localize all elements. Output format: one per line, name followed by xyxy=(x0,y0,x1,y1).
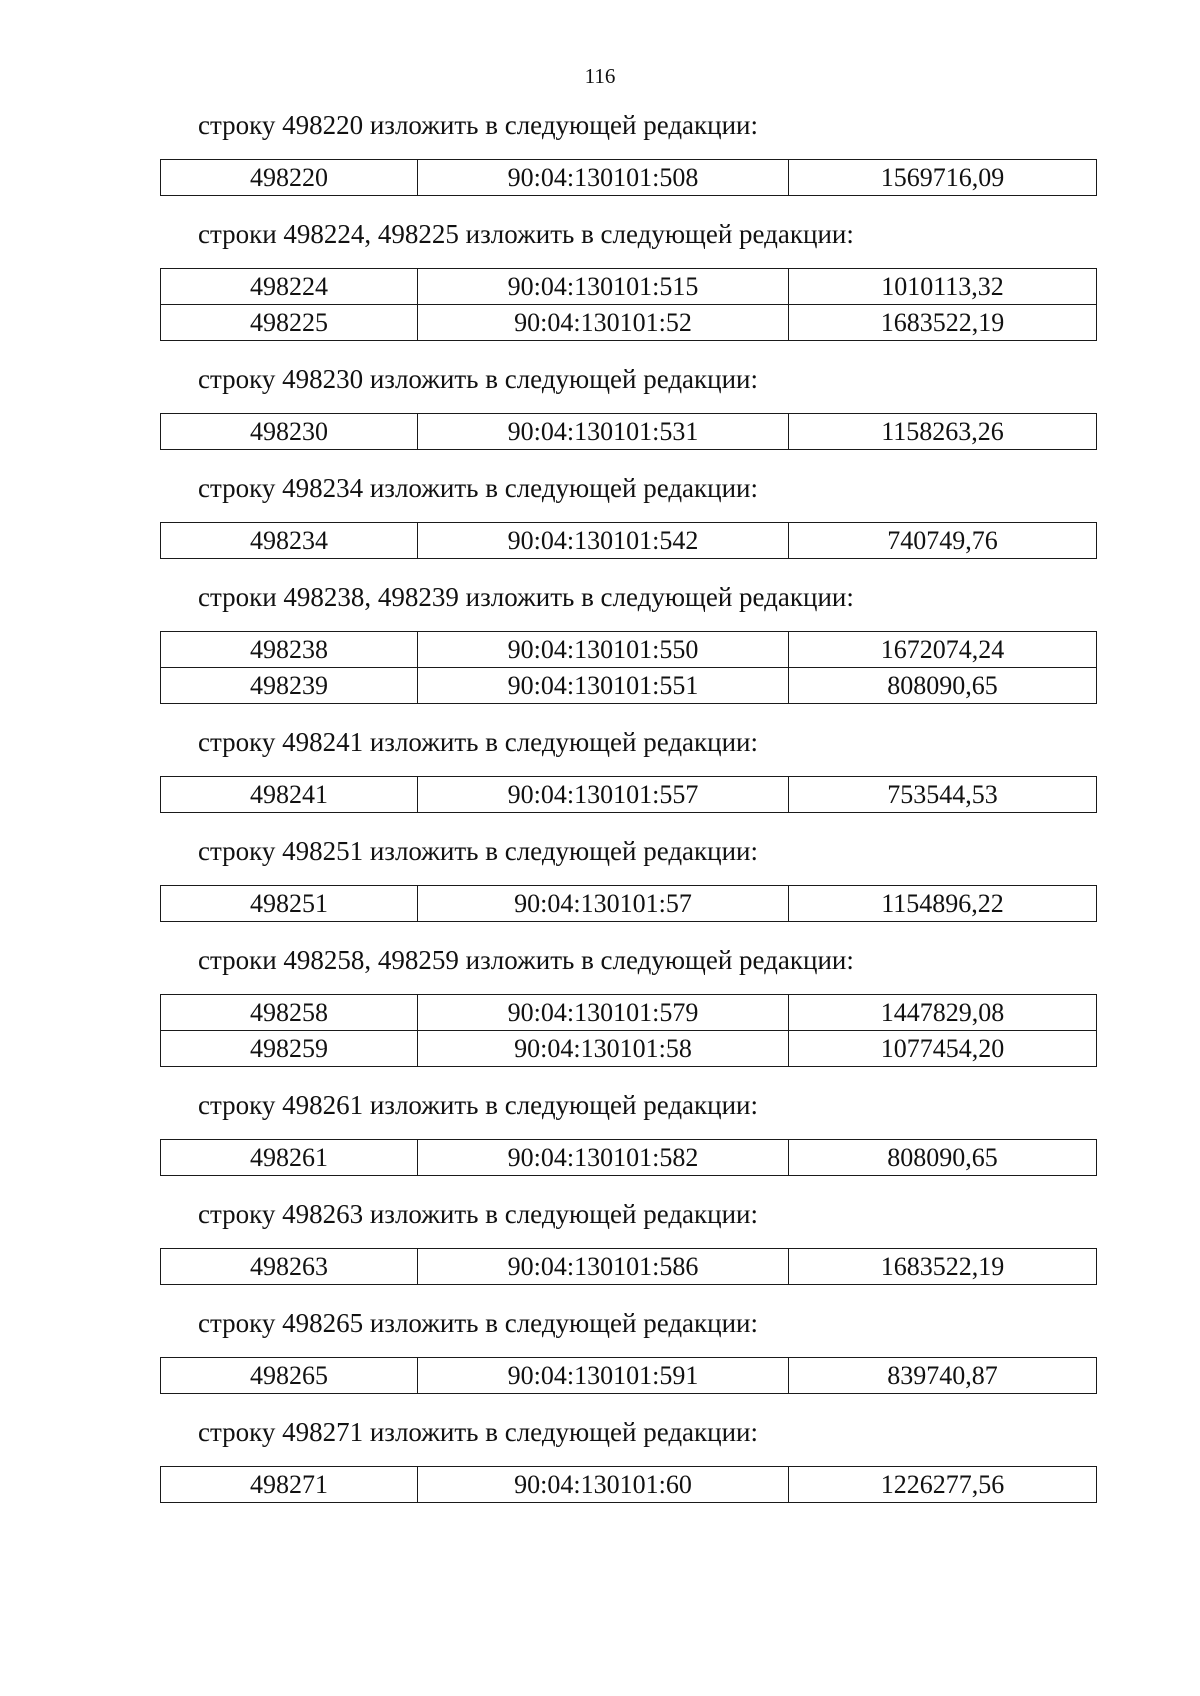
cadastral-number-cell: 90:04:130101:52 xyxy=(418,305,789,341)
table-row xyxy=(161,886,1097,922)
value-cell: 1158263,26 xyxy=(789,414,1097,450)
value-cell: 1569716,09 xyxy=(789,160,1097,196)
table-row xyxy=(161,1467,1097,1503)
amendment-table xyxy=(160,1139,1097,1176)
row-number-cell: 498220 xyxy=(161,160,418,196)
amendment-heading: строку 498263 изложить в следующей редакции: xyxy=(198,1199,759,1229)
table-row xyxy=(161,1249,1097,1285)
value-cell: 1447829,08 xyxy=(789,995,1097,1031)
value-cell: 1077454,20 xyxy=(789,1031,1097,1067)
cadastral-number-cell: 90:04:130101:550 xyxy=(418,632,789,668)
amendment-heading: строку 498234 изложить в следующей редакции: xyxy=(198,473,759,503)
row-number-cell: 498225 xyxy=(161,305,418,341)
value-cell: 1010113,32 xyxy=(789,269,1097,305)
amendment-table xyxy=(160,1248,1097,1285)
amendment-table xyxy=(160,268,1097,341)
cadastral-number-cell: 90:04:130101:557 xyxy=(418,777,789,813)
amendment-table xyxy=(160,159,1097,196)
cadastral-number-cell: 90:04:130101:591 xyxy=(418,1358,789,1394)
amendment-table xyxy=(160,522,1097,559)
table-row xyxy=(161,668,1097,704)
value-cell: 839740,87 xyxy=(789,1358,1097,1394)
value-cell: 1154896,22 xyxy=(789,886,1097,922)
table-row xyxy=(161,1031,1097,1067)
row-number-cell: 498230 xyxy=(161,414,418,450)
value-cell: 1226277,56 xyxy=(789,1467,1097,1503)
value-cell: 753544,53 xyxy=(789,777,1097,813)
table-row xyxy=(161,1358,1097,1394)
page-number: 116 xyxy=(584,64,616,88)
amendments-list xyxy=(160,108,1100,1524)
amendment-heading: строки 498224, 498225 изложить в следующей редакции: xyxy=(198,219,854,249)
table-row xyxy=(161,523,1097,559)
cadastral-number-cell: 90:04:130101:508 xyxy=(418,160,789,196)
cadastral-number-cell: 90:04:130101:551 xyxy=(418,668,789,704)
amendment-heading: строку 498220 изложить в следующей редакции: xyxy=(198,110,759,140)
table-row xyxy=(161,160,1097,196)
cadastral-number-cell: 90:04:130101:515 xyxy=(418,269,789,305)
amendment-table xyxy=(160,413,1097,450)
amendment-heading: строку 498265 изложить в следующей редакции: xyxy=(198,1308,759,1338)
cadastral-number-cell: 90:04:130101:58 xyxy=(418,1031,789,1067)
row-number-cell: 498251 xyxy=(161,886,418,922)
row-number-cell: 498261 xyxy=(161,1140,418,1176)
cadastral-number-cell: 90:04:130101:60 xyxy=(418,1467,789,1503)
row-number-cell: 498263 xyxy=(161,1249,418,1285)
row-number-cell: 498241 xyxy=(161,777,418,813)
table-row xyxy=(161,414,1097,450)
value-cell: 740749,76 xyxy=(789,523,1097,559)
amendment-table xyxy=(160,1466,1097,1503)
row-number-cell: 498238 xyxy=(161,632,418,668)
table-row xyxy=(161,632,1097,668)
amendment-table xyxy=(160,1357,1097,1394)
cadastral-number-cell: 90:04:130101:582 xyxy=(418,1140,789,1176)
amendment-heading: строки 498258, 498259 изложить в следующей редакции: xyxy=(198,945,854,975)
amendment-heading: строку 498251 изложить в следующей редакции: xyxy=(198,836,759,866)
cadastral-number-cell: 90:04:130101:579 xyxy=(418,995,789,1031)
table-row xyxy=(161,777,1097,813)
amendment-heading: строку 498261 изложить в следующей редакции: xyxy=(198,1090,759,1120)
value-cell: 1672074,24 xyxy=(789,632,1097,668)
cadastral-number-cell: 90:04:130101:542 xyxy=(418,523,789,559)
value-cell: 1683522,19 xyxy=(789,305,1097,341)
amendment-heading: строку 498230 изложить в следующей редакции: xyxy=(198,364,759,394)
row-number-cell: 498271 xyxy=(161,1467,418,1503)
row-number-cell: 498265 xyxy=(161,1358,418,1394)
table-row xyxy=(161,1140,1097,1176)
cadastral-number-cell: 90:04:130101:586 xyxy=(418,1249,789,1285)
amendment-table xyxy=(160,631,1097,704)
amendment-heading: строку 498271 изложить в следующей редакции: xyxy=(198,1417,759,1447)
row-number-cell: 498224 xyxy=(161,269,418,305)
row-number-cell: 498259 xyxy=(161,1031,418,1067)
amendment-table xyxy=(160,776,1097,813)
amendment-heading: строку 498241 изложить в следующей редакции: xyxy=(198,727,759,757)
amendment-table xyxy=(160,885,1097,922)
amendment-heading: строки 498238, 498239 изложить в следующей редакции: xyxy=(198,582,854,612)
table-row xyxy=(161,995,1097,1031)
row-number-cell: 498258 xyxy=(161,995,418,1031)
table-row xyxy=(161,305,1097,341)
cadastral-number-cell: 90:04:130101:57 xyxy=(418,886,789,922)
amendment-table xyxy=(160,994,1097,1067)
value-cell: 808090,65 xyxy=(789,668,1097,704)
value-cell: 808090,65 xyxy=(789,1140,1097,1176)
row-number-cell: 498234 xyxy=(161,523,418,559)
cadastral-number-cell: 90:04:130101:531 xyxy=(418,414,789,450)
table-row xyxy=(161,269,1097,305)
value-cell: 1683522,19 xyxy=(789,1249,1097,1285)
row-number-cell: 498239 xyxy=(161,668,418,704)
